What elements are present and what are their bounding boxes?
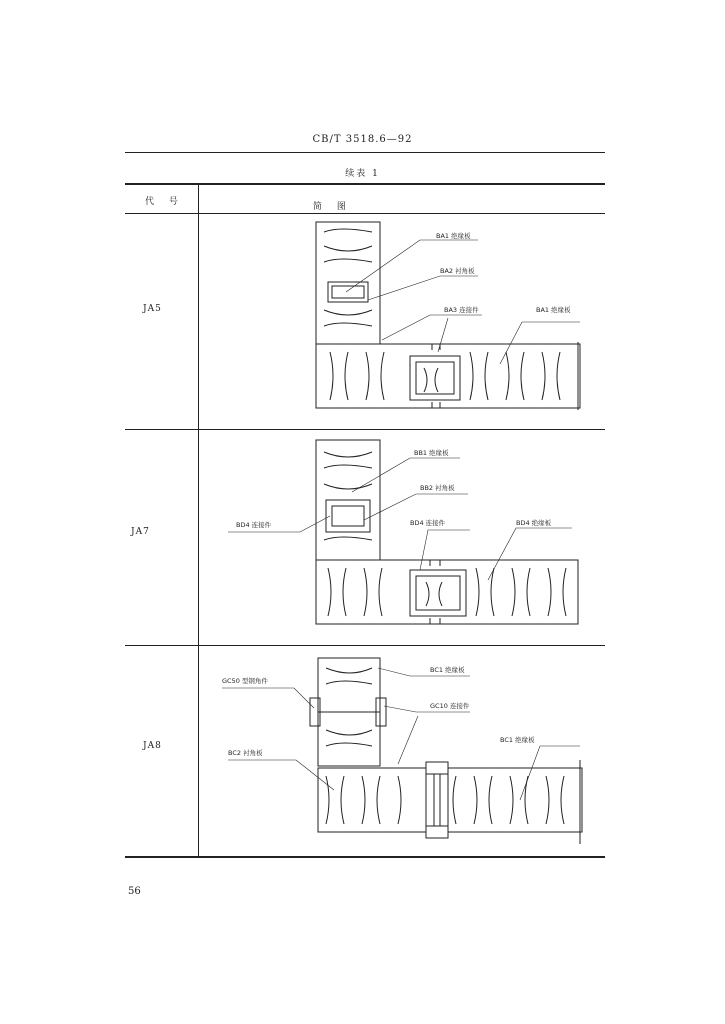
column-header-sketch: 简 图 <box>313 202 352 212</box>
callout-label: BB1 绝缘板 <box>414 449 449 457</box>
row-code: JA8 <box>143 741 162 751</box>
row-code: JA7 <box>131 527 150 537</box>
standard-header: CB/T 3518.6—92 <box>312 134 413 145</box>
callout-label: BA3 连接件 <box>444 306 479 314</box>
callout-label: BD4 连接件 <box>236 521 272 529</box>
continued-caption: 续表 1 <box>345 169 380 179</box>
callout-label: BD4 绝缘板 <box>516 519 552 527</box>
callout-label: BA1 绝缘板 <box>436 232 471 240</box>
page-number: 56 <box>128 886 141 897</box>
row-code: JA5 <box>143 304 162 314</box>
column-header-code: 代 号 <box>145 197 184 207</box>
callout-label: BD4 连接件 <box>410 519 446 527</box>
callout-label: BC1 绝缘板 <box>430 666 465 674</box>
callout-label: BB2 衬角板 <box>420 484 455 492</box>
callout-label: BC2 衬角板 <box>228 749 263 757</box>
callout-label: BC1 绝缘板 <box>500 736 535 744</box>
callout-label: BA2 衬角板 <box>440 267 475 275</box>
callout-label: GC50 型钢角件 <box>222 677 268 685</box>
callout-label: GC10 连接件 <box>430 702 470 710</box>
callout-label: BA1 绝缘板 <box>536 306 571 314</box>
